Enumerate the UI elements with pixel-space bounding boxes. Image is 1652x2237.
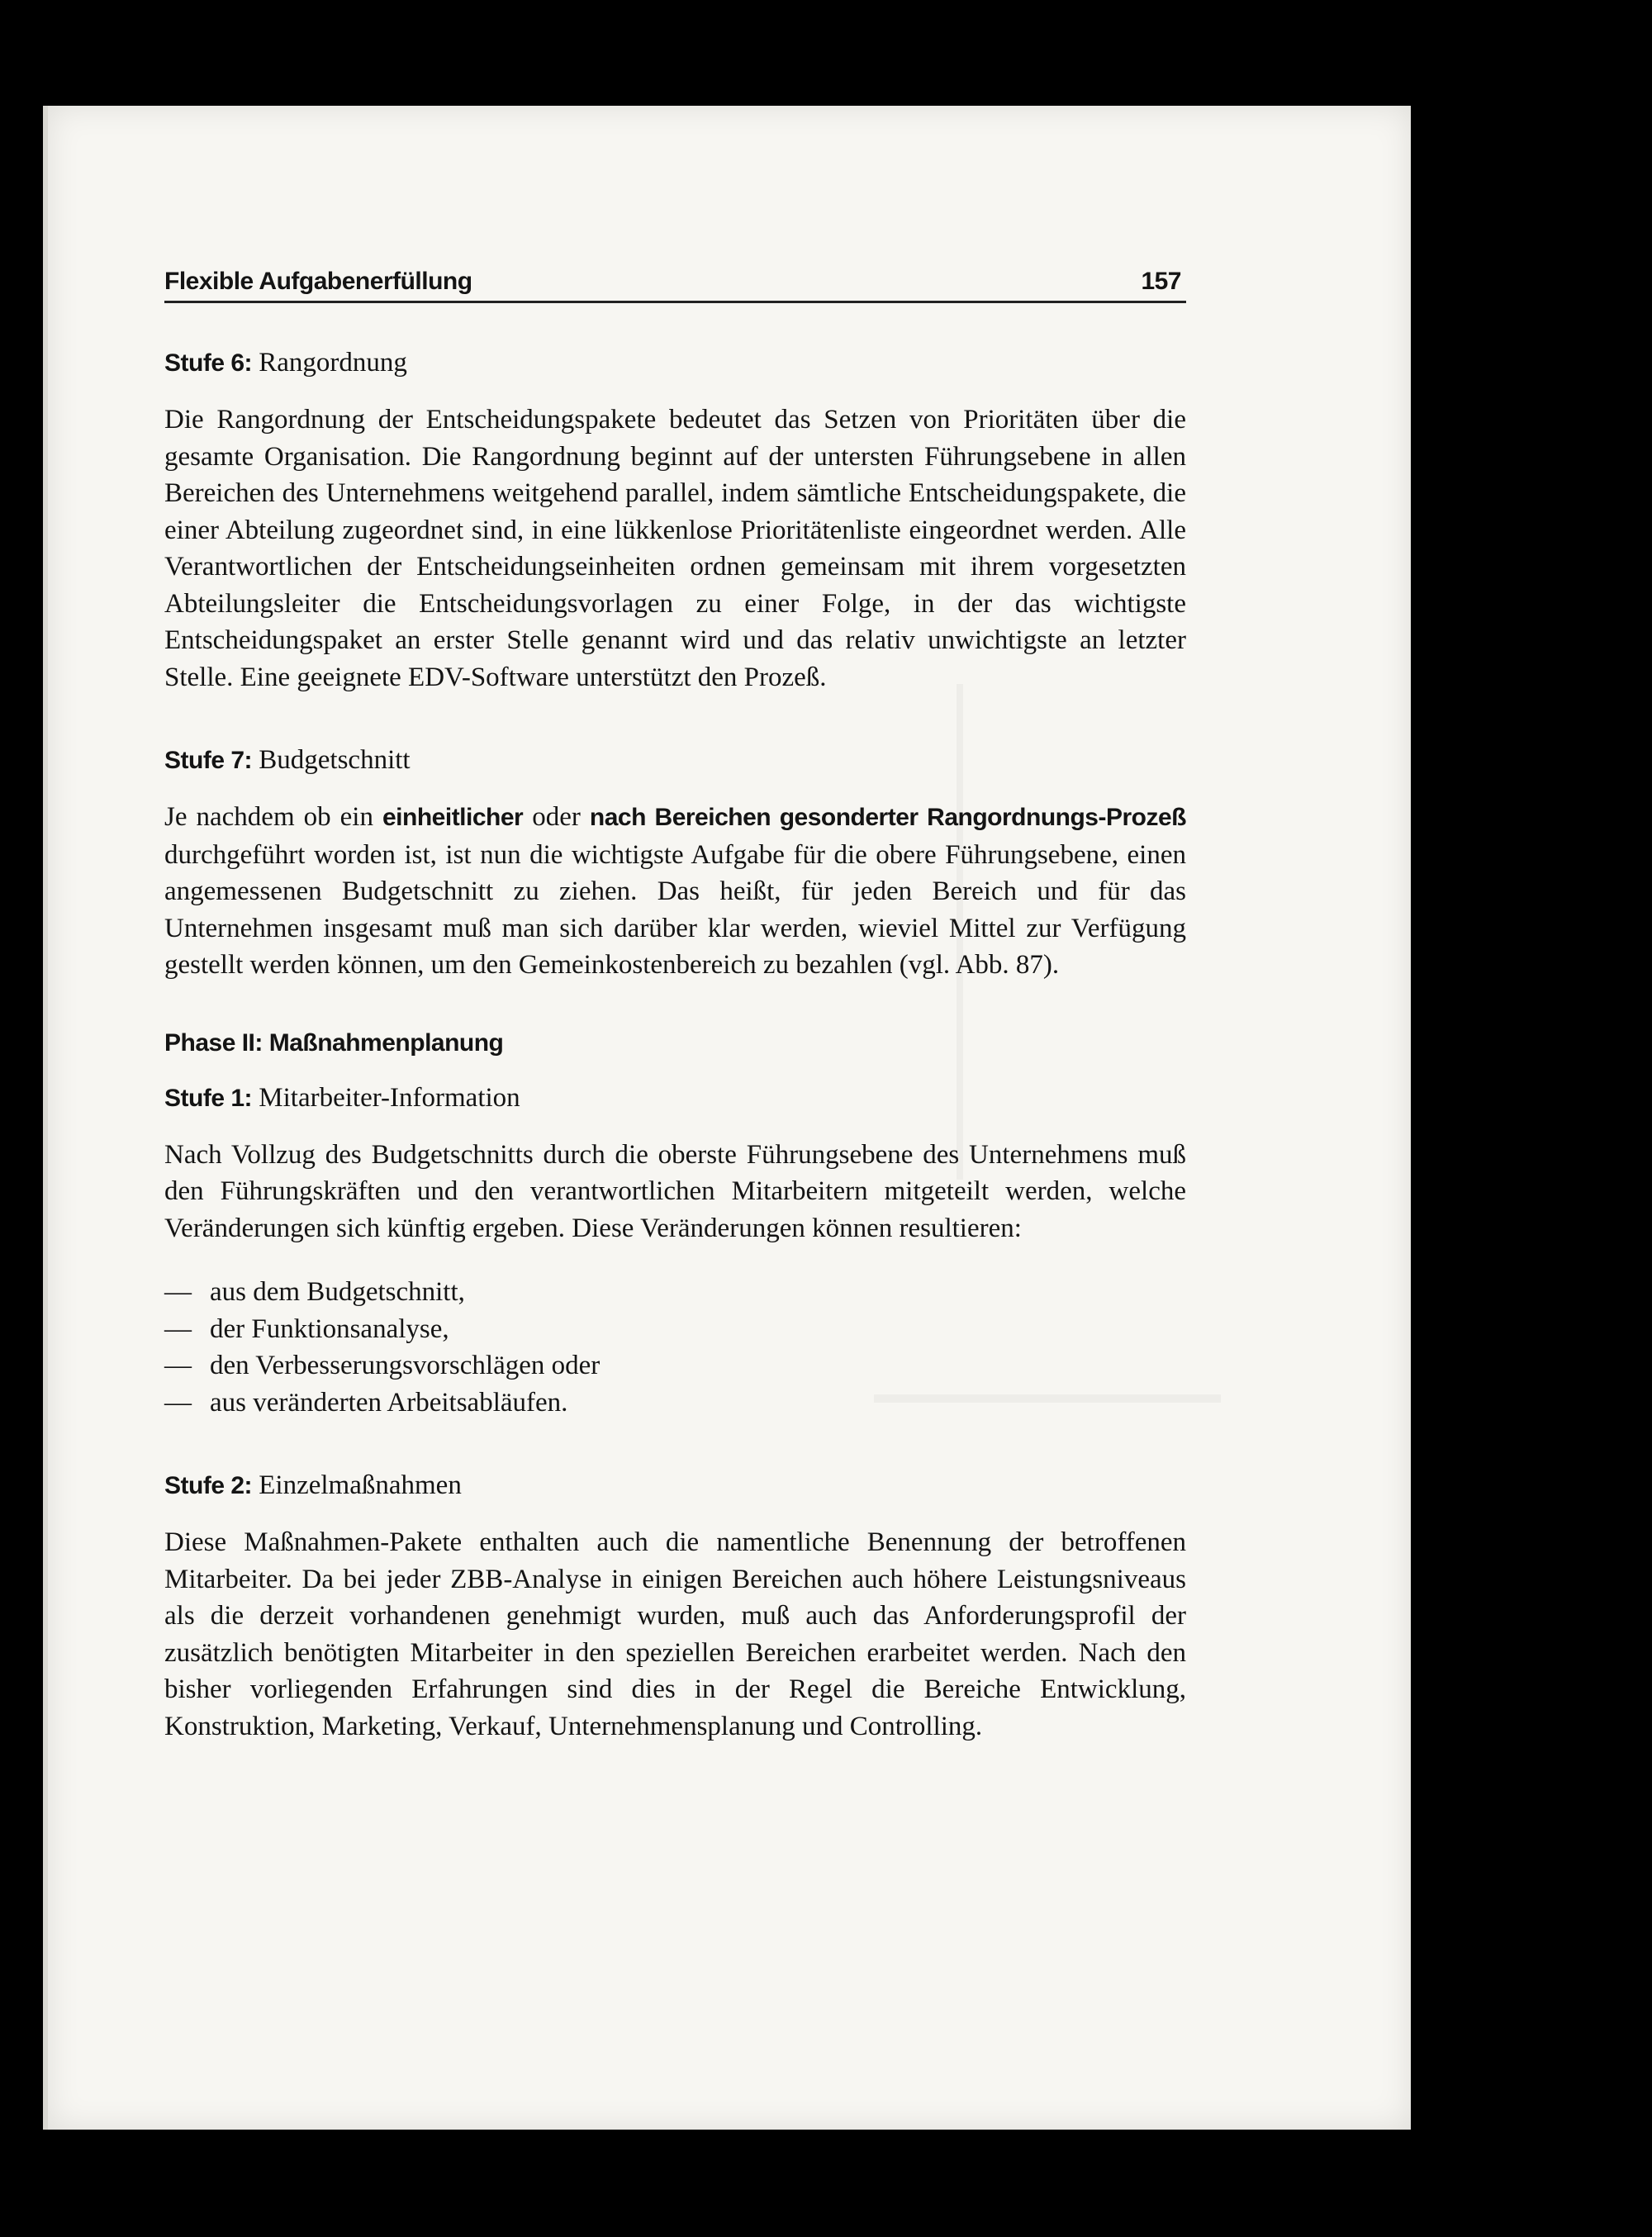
list-item: — der Funktionsanalyse, xyxy=(164,1311,1186,1348)
stufe2-paragraph: Diese Maßnahmen-Pakete enthalten auch die namentliche Benennung der betroffenen Mitarbeiter. Da bei jeder ZBB-Analyse in einigen Bereichen auch höhere Leistungsniveaus als die derzeit vorhandenen genehmigt wurden, muß auch das Anforderungsprofil der zusätzlich benötigten Mitarbeiter in den speziellen Bereichen erarbeitet werden. Nach den bisher vorliegenden Erfahrungen sind dies in der Regel die Bereiche Entwicklung, Konstruktion, Marketing, Verkauf, Unternehmensplanung und Controlling. xyxy=(164,1527,1186,1741)
stufe6-paragraph: Die Rangordnung der Entscheidungspakete bedeutet das Setzen von Prioritäten über die gesamte Organisation. Die Rangordnung beginnt auf der untersten Führungsebene in allen Bereichen des Unternehmens weitgehend parallel, indem sämtliche Entscheidungspakete, die einer Abteilung zugeordnet sind, in eine lükkenlose Prioritätenliste eingeordnet werden. Alle Verantwortlichen der Entscheidungseinheiten ordnen gemeinsam mit ihrem vorgesetzten Abteilungsleiter die Entscheidungsvorlagen zu einer Folge, in der das wichtigste Entscheidungspaket an erster Stelle genannt wird und das relativ unwichtigste an letzter Stelle. Eine geeignete EDV-Software unterstützt den Prozeß. xyxy=(164,405,1186,692)
phase2-heading: Phase II: Maßnahmenplanung xyxy=(164,1028,504,1057)
stufe7-text-start: Je nachdem ob ein xyxy=(164,802,382,832)
stufe2-heading xyxy=(164,1469,1186,1503)
stufe7-label: Stufe 7: xyxy=(164,747,253,774)
change-sources-list xyxy=(164,1274,1186,1421)
list-item: — den Verbesserungsvorschlägen oder xyxy=(164,1347,1186,1384)
stufe7-text-end: durchgeführt worden ist, ist nun die wichtigste Aufgabe für die obere Führungsebene, einen angemessenen Budgetschnitt zu ziehen. Das heißt, für jeden Bereich und für das Unternehmen insgesamt muß man sich darüber klar werden, wieviel Mittel zur Verfügung gestellt werden können, um den Gemeinkostenbereich zu bezahlen (vgl. Abb. 87). xyxy=(164,839,1186,980)
book-page xyxy=(43,106,1411,2130)
stufe7-bold-bereiche: nach Bereichen gesonderter Rangordnungs-Prozeß xyxy=(589,804,1187,831)
list-item: — aus dem Budgetschnitt, xyxy=(164,1274,1186,1311)
stufe7-heading xyxy=(164,743,1186,777)
stufe7-text-mid: oder xyxy=(523,802,590,832)
stufe1-label: Stufe 1: xyxy=(164,1084,253,1112)
stufe7-bold-einheitlicher: einheitlicher xyxy=(382,804,524,831)
stufe7-paragraph xyxy=(164,799,1186,984)
running-header xyxy=(164,268,1186,303)
stufe1-title: Mitarbeiter-Information xyxy=(259,1082,520,1113)
stufe2-label: Stufe 2: xyxy=(164,1472,253,1499)
text-column xyxy=(164,268,1186,1772)
stufe2-title: Einzelmaßnahmen xyxy=(259,1470,462,1500)
header-title: Flexible Aufgabenerfüllung xyxy=(164,268,472,295)
stufe6-heading xyxy=(164,346,1186,380)
stufe1-heading xyxy=(164,1081,1186,1115)
page-number: 157 xyxy=(1141,268,1181,295)
stufe6-title: Rangordnung xyxy=(259,348,407,378)
stufe6-label: Stufe 6: xyxy=(164,349,253,377)
stufe7-title: Budgetschnitt xyxy=(259,745,411,775)
list-item: — aus veränderten Arbeitsabläufen. xyxy=(164,1384,1186,1422)
stufe1-paragraph: Nach Vollzug des Budgetschnitts durch die oberste Führungsebene des Unternehmens muß den Führungskräften und den verantwortlichen Mitarbeitern mitgeteilt werden, welche Veränderungen sich künftig ergeben. Diese Veränderungen können resultieren: xyxy=(164,1139,1186,1243)
